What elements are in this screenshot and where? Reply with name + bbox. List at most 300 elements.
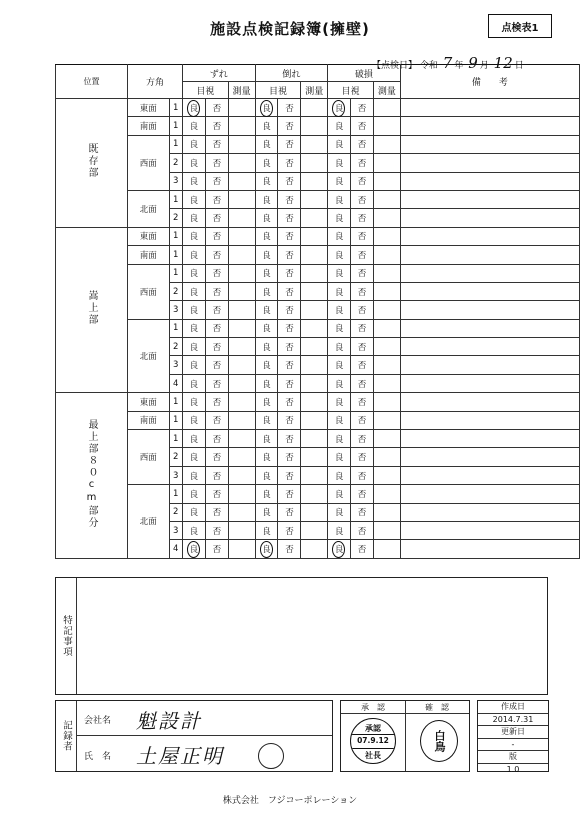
- shift-bad-cell: 否: [205, 227, 228, 245]
- shift-good-cell: 良: [182, 448, 205, 466]
- shift-measure-cell: [228, 374, 255, 392]
- remarks-cell: [400, 135, 579, 153]
- recorder-label: 記録者: [61, 720, 72, 752]
- tilt-good-cell: 良: [255, 319, 278, 337]
- check-circle-icon: [332, 100, 345, 117]
- shift-measure-cell: [228, 356, 255, 374]
- shift-good-cell: 良: [182, 135, 205, 153]
- damage-bad-cell: 否: [351, 282, 374, 300]
- tilt-bad-cell: 否: [278, 301, 301, 319]
- tilt-bad-cell: 否: [278, 99, 301, 117]
- damage-bad-cell: 否: [351, 448, 374, 466]
- shift-measure-cell: [228, 190, 255, 208]
- day-unit: 日: [514, 61, 524, 71]
- damage-measure-cell: [374, 338, 401, 356]
- row-number: 1: [169, 135, 182, 153]
- damage-good-cell: 良: [328, 374, 351, 392]
- table-row: [56, 190, 580, 208]
- remarks-cell: [400, 356, 579, 374]
- tilt-measure-cell: [301, 264, 328, 282]
- table-row: [56, 393, 580, 411]
- tilt-measure-cell: [301, 448, 328, 466]
- version-value: 1.0: [506, 764, 520, 774]
- shift-bad-cell: 否: [205, 430, 228, 448]
- sheet-number: 点検表1: [488, 14, 552, 38]
- damage-good-cell: 良: [328, 154, 351, 172]
- row-number: 2: [169, 282, 182, 300]
- tilt-measure-cell: [301, 301, 328, 319]
- shift-good-cell: 良: [182, 356, 205, 374]
- damage-bad-cell: 否: [351, 338, 374, 356]
- tilt-measure-cell: [301, 485, 328, 503]
- tilt-bad-cell: 否: [278, 521, 301, 539]
- damage-measure-cell: [374, 521, 401, 539]
- shift-good-cell: 良: [182, 282, 205, 300]
- shift-measure-cell: [228, 411, 255, 429]
- tilt-good-cell: 良: [255, 246, 278, 264]
- name-label: 氏 名: [84, 752, 112, 762]
- tilt-measure-cell: [301, 246, 328, 264]
- year-unit: 年: [454, 61, 464, 71]
- shift-measure-cell: [228, 338, 255, 356]
- shift-good-cell: 良: [182, 411, 205, 429]
- damage-measure-cell: [374, 301, 401, 319]
- damage-good-cell: 良: [328, 393, 351, 411]
- damage-bad-cell: 否: [351, 154, 374, 172]
- remarks-cell: [400, 301, 579, 319]
- damage-bad-cell: 否: [351, 99, 374, 117]
- confirm-seal: [420, 720, 458, 762]
- direction-label: 北面: [128, 319, 170, 393]
- damage-good-cell: 良: [328, 540, 351, 558]
- row-number: 3: [169, 356, 182, 374]
- tilt-bad-cell: 否: [278, 540, 301, 558]
- damage-bad-cell: 否: [351, 246, 374, 264]
- tilt-measure-cell: [301, 99, 328, 117]
- damage-bad-cell: 否: [351, 540, 374, 558]
- shift-bad-cell: 否: [205, 264, 228, 282]
- table-row: [56, 227, 580, 245]
- tilt-bad-cell: 否: [278, 430, 301, 448]
- damage-bad-cell: 否: [351, 190, 374, 208]
- row-number: 1: [169, 430, 182, 448]
- damage-bad-cell: 否: [351, 264, 374, 282]
- damage-bad-cell: 否: [351, 209, 374, 227]
- damage-measure-cell: [374, 393, 401, 411]
- check-circle-icon: [260, 100, 273, 117]
- recorder-label-cell: [56, 701, 77, 771]
- row-number: 1: [169, 319, 182, 337]
- shift-good-cell: 良: [182, 503, 205, 521]
- tilt-bad-cell: 否: [278, 209, 301, 227]
- recorder-box: [55, 700, 333, 772]
- approval-box: [340, 700, 470, 772]
- shift-header: ずれ: [182, 65, 255, 82]
- tilt-measure-cell: [301, 374, 328, 392]
- tilt-good-cell: 良: [255, 338, 278, 356]
- position-header: 位置: [56, 65, 128, 99]
- tilt-bad-cell: 否: [278, 190, 301, 208]
- era: 令和: [419, 61, 438, 71]
- damage-good-cell: 良: [328, 99, 351, 117]
- damage-bad-cell: 否: [351, 356, 374, 374]
- shift-measure-header: 測量: [228, 82, 255, 99]
- stamp-bottom-text: 社長: [365, 751, 381, 760]
- shift-good-cell: 良: [182, 227, 205, 245]
- damage-measure-cell: [374, 246, 401, 264]
- tilt-bad-cell: 否: [278, 135, 301, 153]
- shift-visual-header: 目視: [182, 82, 228, 99]
- row-number: 3: [169, 172, 182, 190]
- shift-good-cell: 良: [182, 521, 205, 539]
- tilt-bad-cell: 否: [278, 172, 301, 190]
- row-number: 4: [169, 540, 182, 558]
- direction-label: 北面: [128, 485, 170, 559]
- damage-good-cell: 良: [328, 430, 351, 448]
- tilt-bad-cell: 否: [278, 448, 301, 466]
- remarks-cell: [400, 154, 579, 172]
- day-value: 12: [493, 54, 513, 72]
- tilt-measure-cell: [301, 282, 328, 300]
- damage-measure-header: 測量: [374, 82, 401, 99]
- row-number: 1: [169, 190, 182, 208]
- damage-measure-cell: [374, 448, 401, 466]
- footer-company: 株式会社 フジコーポレーション: [222, 796, 358, 806]
- tilt-good-cell: 良: [255, 448, 278, 466]
- row-number: 1: [169, 117, 182, 135]
- damage-bad-cell: 否: [351, 172, 374, 190]
- tilt-good-cell: 良: [255, 301, 278, 319]
- damage-measure-cell: [374, 190, 401, 208]
- approve-label: 承 認: [361, 703, 385, 712]
- direction-label: 南面: [128, 246, 170, 264]
- damage-bad-cell: 否: [351, 521, 374, 539]
- section-label-cell: [56, 227, 128, 393]
- tilt-good-cell: 良: [255, 209, 278, 227]
- row-number: 4: [169, 374, 182, 392]
- damage-good-cell: 良: [328, 172, 351, 190]
- special-notes-box: [55, 577, 548, 695]
- damage-bad-cell: 否: [351, 466, 374, 484]
- shift-measure-cell: [228, 503, 255, 521]
- remarks-cell: [400, 209, 579, 227]
- table-row: [56, 411, 580, 429]
- damage-good-cell: 良: [328, 448, 351, 466]
- shift-bad-cell: 否: [205, 246, 228, 264]
- shift-measure-cell: [228, 172, 255, 190]
- remarks-cell: [400, 448, 579, 466]
- updated-value: -: [478, 739, 548, 752]
- damage-bad-cell: 否: [351, 117, 374, 135]
- stamp-date-text: 07.9.12: [357, 736, 389, 745]
- damage-measure-cell: [374, 540, 401, 558]
- tilt-good-cell: 良: [255, 282, 278, 300]
- tilt-bad-cell: 否: [278, 393, 301, 411]
- damage-measure-cell: [374, 117, 401, 135]
- tilt-bad-cell: 否: [278, 338, 301, 356]
- damage-visual-header: 目視: [328, 82, 374, 99]
- tilt-good-cell: 良: [255, 503, 278, 521]
- row-number: 1: [169, 99, 182, 117]
- damage-good-cell: 良: [328, 227, 351, 245]
- check-circle-icon: [187, 100, 200, 117]
- shift-bad-cell: 否: [205, 301, 228, 319]
- row-number: 3: [169, 466, 182, 484]
- tilt-good-cell: 良: [255, 466, 278, 484]
- row-number: 2: [169, 209, 182, 227]
- remarks-cell: [400, 227, 579, 245]
- shift-good-cell: 良: [182, 264, 205, 282]
- remarks-cell: [400, 99, 579, 117]
- updated-label: 更新日: [478, 726, 548, 739]
- shift-good-cell: 良: [182, 430, 205, 448]
- shift-bad-cell: 否: [205, 99, 228, 117]
- row-number: 2: [169, 448, 182, 466]
- created-value: 2014.7.31: [478, 714, 548, 727]
- shift-good-cell: 良: [182, 190, 205, 208]
- tilt-measure-cell: [301, 227, 328, 245]
- damage-bad-cell: 否: [351, 301, 374, 319]
- table-row: [56, 117, 580, 135]
- stamp-top-text: 承認: [365, 724, 381, 733]
- shift-bad-cell: 否: [205, 374, 228, 392]
- tilt-measure-cell: [301, 411, 328, 429]
- section-label: 最上部８０cm部分: [86, 419, 97, 529]
- shift-bad-cell: 否: [205, 172, 228, 190]
- shift-bad-cell: 否: [205, 190, 228, 208]
- page-title: 施設点検記録簿(擁壁): [210, 20, 370, 38]
- damage-measure-cell: [374, 411, 401, 429]
- tilt-bad-cell: 否: [278, 411, 301, 429]
- shift-measure-cell: [228, 485, 255, 503]
- special-notes-label: 特記事項: [61, 615, 72, 657]
- tilt-bad-cell: 否: [278, 319, 301, 337]
- damage-good-cell: 良: [328, 356, 351, 374]
- damage-good-cell: 良: [328, 209, 351, 227]
- tilt-good-cell: 良: [255, 264, 278, 282]
- tilt-measure-cell: [301, 393, 328, 411]
- row-number: 2: [169, 154, 182, 172]
- row-number: 3: [169, 301, 182, 319]
- tilt-measure-cell: [301, 521, 328, 539]
- row-number: 2: [169, 338, 182, 356]
- damage-good-cell: 良: [328, 503, 351, 521]
- damage-good-cell: 良: [328, 264, 351, 282]
- shift-bad-cell: 否: [205, 154, 228, 172]
- shift-measure-cell: [228, 301, 255, 319]
- damage-measure-cell: [374, 466, 401, 484]
- damage-good-cell: 良: [328, 301, 351, 319]
- damage-measure-cell: [374, 374, 401, 392]
- remarks-cell: [400, 503, 579, 521]
- inspection-date-label: 【点検日】: [372, 61, 418, 71]
- direction-label: 南面: [128, 117, 170, 135]
- tilt-good-cell: 良: [255, 521, 278, 539]
- shift-bad-cell: 否: [205, 135, 228, 153]
- tilt-good-cell: 良: [255, 540, 278, 558]
- special-notes-label-cell: [56, 578, 77, 694]
- month-value: 9: [468, 54, 478, 72]
- table-row: [56, 485, 580, 503]
- shift-measure-cell: [228, 246, 255, 264]
- tilt-bad-cell: 否: [278, 374, 301, 392]
- shift-bad-cell: 否: [205, 448, 228, 466]
- shift-measure-cell: [228, 319, 255, 337]
- section-label: 既存部: [86, 143, 97, 180]
- section-label-cell: [56, 99, 128, 228]
- remarks-cell: [400, 540, 579, 558]
- recorder-divider: [76, 735, 332, 736]
- name-value: 土屋正明: [136, 744, 224, 768]
- company-value: 魁設計: [136, 709, 202, 733]
- tilt-good-cell: 良: [255, 393, 278, 411]
- shift-measure-cell: [228, 521, 255, 539]
- shift-measure-cell: [228, 135, 255, 153]
- damage-bad-cell: 否: [351, 393, 374, 411]
- damage-good-cell: 良: [328, 135, 351, 153]
- damage-bad-cell: 否: [351, 485, 374, 503]
- shift-bad-cell: 否: [205, 393, 228, 411]
- shift-measure-cell: [228, 466, 255, 484]
- shift-measure-cell: [228, 430, 255, 448]
- table-row: [56, 430, 580, 448]
- tilt-good-cell: 良: [255, 172, 278, 190]
- shift-good-cell: 良: [182, 99, 205, 117]
- check-circle-icon: [187, 541, 200, 558]
- damage-good-cell: 良: [328, 338, 351, 356]
- direction-label: 東面: [128, 393, 170, 411]
- tilt-measure-cell: [301, 356, 328, 374]
- remarks-cell: [400, 246, 579, 264]
- tilt-good-cell: 良: [255, 356, 278, 374]
- shift-good-cell: 良: [182, 209, 205, 227]
- shift-bad-cell: 否: [205, 209, 228, 227]
- tilt-measure-header: 測量: [301, 82, 328, 99]
- damage-good-cell: 良: [328, 117, 351, 135]
- shift-bad-cell: 否: [205, 521, 228, 539]
- tilt-good-cell: 良: [255, 411, 278, 429]
- month-unit: 月: [479, 61, 489, 71]
- damage-measure-cell: [374, 264, 401, 282]
- remarks-cell: [400, 172, 579, 190]
- shift-bad-cell: 否: [205, 117, 228, 135]
- damage-good-cell: 良: [328, 485, 351, 503]
- row-number: 2: [169, 503, 182, 521]
- row-number: 1: [169, 246, 182, 264]
- shift-good-cell: 良: [182, 117, 205, 135]
- shift-bad-cell: 否: [205, 319, 228, 337]
- tilt-bad-cell: 否: [278, 485, 301, 503]
- shift-good-cell: 良: [182, 319, 205, 337]
- damage-measure-cell: [374, 430, 401, 448]
- tilt-good-cell: 良: [255, 117, 278, 135]
- tilt-good-cell: 良: [255, 485, 278, 503]
- tilt-measure-cell: [301, 338, 328, 356]
- shift-bad-cell: 否: [205, 485, 228, 503]
- remarks-cell: [400, 374, 579, 392]
- damage-measure-cell: [374, 99, 401, 117]
- damage-bad-cell: 否: [351, 430, 374, 448]
- damage-good-cell: 良: [328, 319, 351, 337]
- remarks-cell: [400, 393, 579, 411]
- damage-good-cell: 良: [328, 521, 351, 539]
- tilt-good-cell: 良: [255, 374, 278, 392]
- remarks-cell: [400, 466, 579, 484]
- shift-measure-cell: [228, 393, 255, 411]
- direction-header: 方角: [128, 65, 183, 99]
- direction-label: 南面: [128, 411, 170, 429]
- row-number: 1: [169, 411, 182, 429]
- damage-measure-cell: [374, 172, 401, 190]
- shift-bad-cell: 否: [205, 503, 228, 521]
- shift-good-cell: 良: [182, 540, 205, 558]
- tilt-header: 倒れ: [255, 65, 328, 82]
- shift-good-cell: 良: [182, 338, 205, 356]
- damage-measure-cell: [374, 319, 401, 337]
- direction-label: 東面: [128, 227, 170, 245]
- shift-measure-cell: [228, 227, 255, 245]
- remarks-cell: [400, 411, 579, 429]
- direction-label: 西面: [128, 264, 170, 319]
- tilt-measure-cell: [301, 117, 328, 135]
- shift-good-cell: 良: [182, 172, 205, 190]
- shift-measure-cell: [228, 448, 255, 466]
- tilt-good-cell: 良: [255, 430, 278, 448]
- row-number: 1: [169, 393, 182, 411]
- tilt-bad-cell: 否: [278, 503, 301, 521]
- shift-bad-cell: 否: [205, 282, 228, 300]
- shift-bad-cell: 否: [205, 338, 228, 356]
- confirm-seal-text: 白鳥: [433, 730, 446, 752]
- tilt-good-cell: 良: [255, 135, 278, 153]
- tilt-bad-cell: 否: [278, 466, 301, 484]
- tilt-bad-cell: 否: [278, 264, 301, 282]
- tilt-good-cell: 良: [255, 154, 278, 172]
- direction-label: 東面: [128, 99, 170, 117]
- damage-good-cell: 良: [328, 246, 351, 264]
- inspection-table: [55, 64, 580, 559]
- damage-measure-cell: [374, 154, 401, 172]
- shift-bad-cell: 否: [205, 411, 228, 429]
- check-circle-icon: [260, 541, 273, 558]
- created-label: 作成日: [478, 701, 548, 714]
- tilt-measure-cell: [301, 172, 328, 190]
- table-row: [56, 246, 580, 264]
- tilt-bad-cell: 否: [278, 282, 301, 300]
- damage-measure-cell: [374, 135, 401, 153]
- damage-measure-cell: [374, 209, 401, 227]
- remarks-cell: [400, 338, 579, 356]
- direction-label: 北面: [128, 190, 170, 227]
- tilt-bad-cell: 否: [278, 246, 301, 264]
- year-value: 7: [442, 54, 453, 72]
- tilt-bad-cell: 否: [278, 154, 301, 172]
- damage-measure-cell: [374, 503, 401, 521]
- shift-good-cell: 良: [182, 154, 205, 172]
- table-row: [56, 319, 580, 337]
- damage-bad-cell: 否: [351, 135, 374, 153]
- approval-stamp: [350, 718, 396, 764]
- remarks-cell: [400, 264, 579, 282]
- remarks-cell: [400, 190, 579, 208]
- row-number: 1: [169, 264, 182, 282]
- tilt-bad-cell: 否: [278, 356, 301, 374]
- section-label-cell: [56, 393, 128, 559]
- shift-good-cell: 良: [182, 466, 205, 484]
- company-label: 会社名: [84, 716, 112, 726]
- shift-measure-cell: [228, 540, 255, 558]
- damage-measure-cell: [374, 282, 401, 300]
